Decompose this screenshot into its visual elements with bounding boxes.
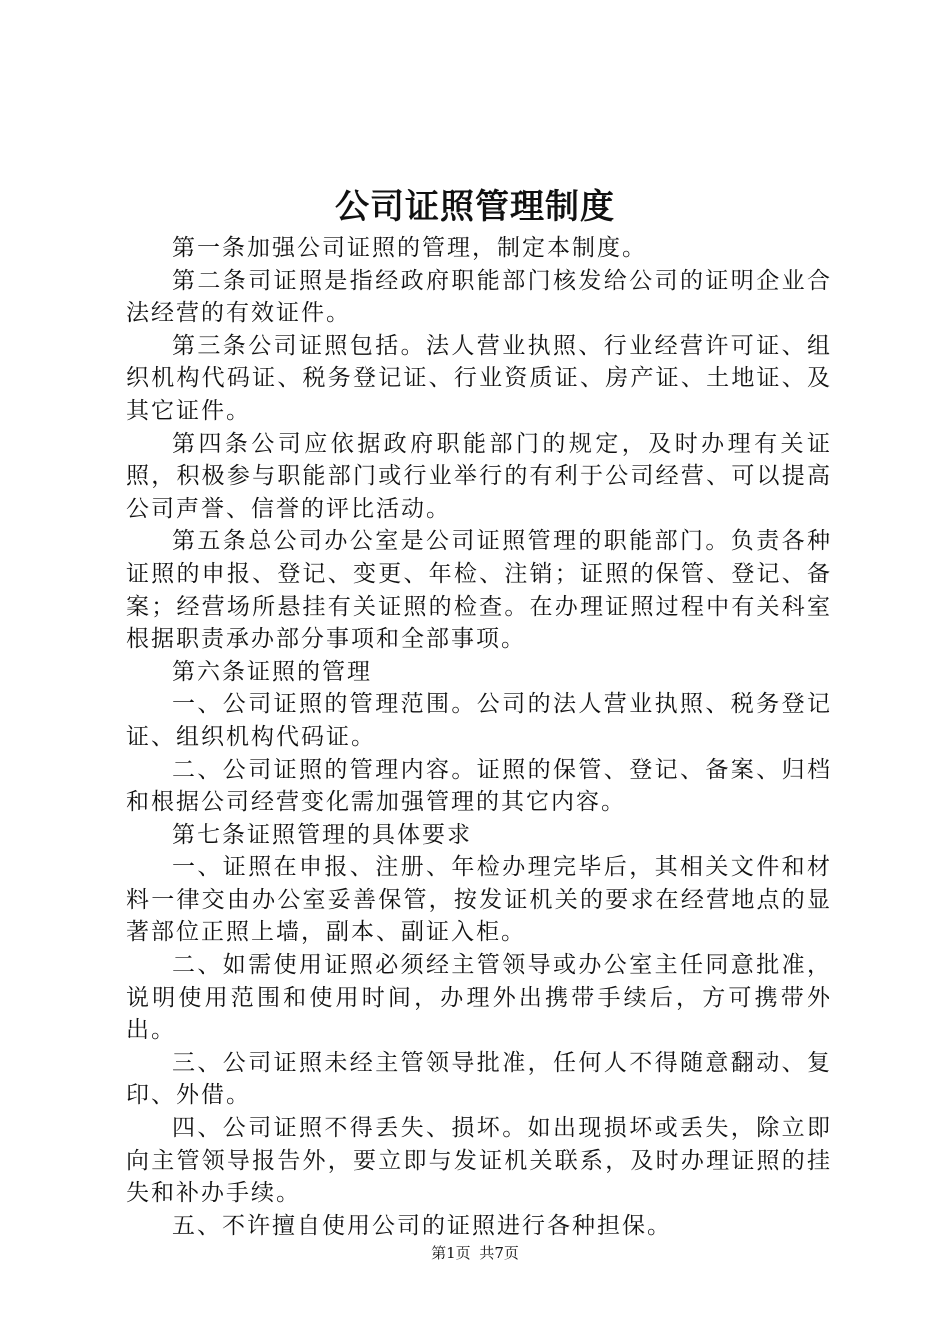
page-footer bbox=[0, 1242, 950, 1264]
paragraph: 第七条证照管理的具体要求 bbox=[172, 821, 472, 848]
paragraph: 第五条总公司办公室是公司证照管理的职能部门。负责各种证照的申报、登记、变更、年检、注销；证照的保管、登记、备案；经营场所悬挂有关证照的检查。在办理证照过程中有关科室根据职责承办部分事项和全部事项。 bbox=[126, 528, 832, 653]
paragraph: 第四条公司应依据政府职能部门的规定，及时办理有关证照，积极参与职能部门或行业举行的有利于公司经营、可以提高公司声誉、信誉的评比活动。 bbox=[126, 430, 832, 522]
document-body bbox=[126, 232, 832, 1242]
paragraph: 第六条证照的管理 bbox=[172, 658, 372, 685]
paragraph: 二、公司证照的管理内容。证照的保管、登记、备案、归档和根据公司经营变化需加强管理的其它内容。 bbox=[126, 756, 832, 816]
paragraph: 第一条加强公司证照的管理，制定本制度。 bbox=[172, 235, 647, 261]
paragraph: 一、证照在申报、注册、年检办理完毕后，其相关文件和材料一律交由办公室妥善保管，按发证机关的要求在经营地点的显著部位正照上墙，副本、副证入柜。 bbox=[126, 854, 832, 946]
page-number: 第1页 bbox=[431, 1244, 471, 1262]
document-title: 公司证照管理制度 bbox=[335, 187, 615, 227]
paragraph: 二、如需使用证照必须经主管领导或办公室主任同意批准，说明使用范围和使用时间，办理外出携带手续后，方可携带外出。 bbox=[126, 952, 832, 1044]
paragraph: 四、公司证照不得丢失、损坏。如出现损坏或丢失，除立即向主管领导报告外，要立即与发证机关联系，及时办理证照的挂失和补办手续。 bbox=[126, 1115, 832, 1207]
page-total: 共7页 bbox=[479, 1244, 519, 1262]
paragraph: 第三条公司证照包括。法人营业执照、行业经营许可证、组织机构代码证、税务登记证、行业资质证、房产证、土地证、及其它证件。 bbox=[126, 332, 832, 424]
paragraph: 一、公司证照的管理范围。公司的法人营业执照、税务登记证、组织机构代码证。 bbox=[126, 691, 832, 750]
paragraph: 三、公司证照未经主管领导批准，任何人不得随意翻动、复印、外借。 bbox=[126, 1049, 832, 1109]
paragraph: 五、不许擅自使用公司的证照进行各种担保。 bbox=[172, 1212, 672, 1239]
paragraph: 第二条司证照是指经政府职能部门核发给公司的证明企业合法经营的有效证件。 bbox=[126, 267, 832, 327]
